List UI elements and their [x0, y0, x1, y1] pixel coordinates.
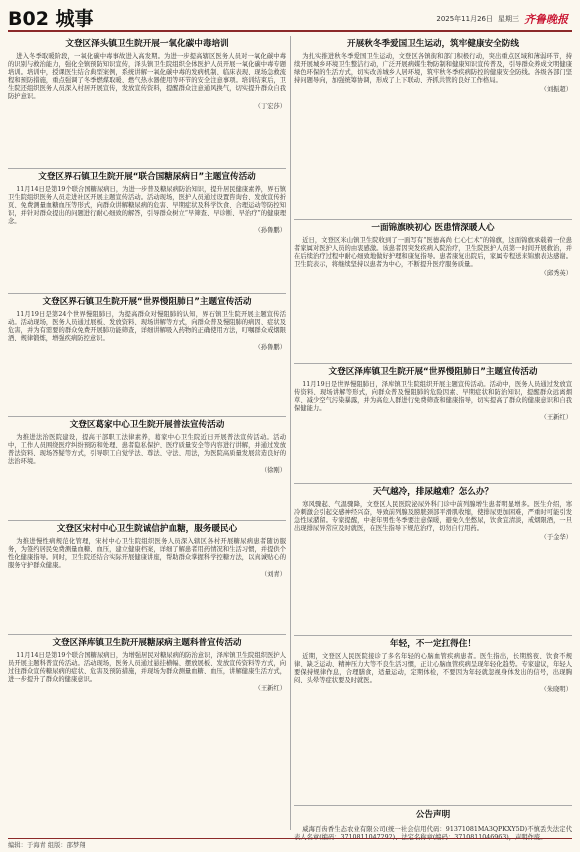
- article-byline: （丁宏莎）: [254, 102, 286, 110]
- article-byline: （徐刚）: [260, 467, 286, 475]
- article-byline: （王新红）: [254, 685, 286, 693]
- article-byline: （于金华）: [540, 534, 572, 542]
- article-divider: [8, 293, 286, 294]
- column-divider: [290, 36, 291, 830]
- article-title: 文登区泽头镇卫生院开展一氧化碳中毒培训: [65, 39, 229, 49]
- article-body: 寒风骤起、气温骤降，文登区人民医院泌尿外科门诊中前列腺增生患者明显增多。医生介绍，寒冷刺激会引起交感神经兴奋，导致前列腺及膀胱颈部平滑肌收缩，使排尿更加困难，严重时可能引发急性尿潴留。专家提醒，中老年男性冬季要注意保暖，避免久坐憋尿，饮食宜清淡，戒烟限酒，一旦出现排尿异常应及时就医，在医生指导下规范治疗，切勿自行用药。: [294, 501, 572, 533]
- page-header: [0, 0, 580, 30]
- article-autumn-hygiene-campaign: [294, 37, 572, 217]
- article-body: 11月14日是第19个联合国糖尿病日，为增强居民对糖尿病的防治意识，泽库镇卫生院组织医护人员开展主题科普宣传活动。活动现场，医务人员通过悬挂横幅、摆放展板、发放宣传资料等方式，向过往群众宣传糖尿病的症状、危害及预防措施，并现场为群众测量血糖、血压，讲解健康生活方式，进一步提升了群众的健康意识。: [8, 652, 286, 684]
- article-zeku-copd: [294, 365, 572, 481]
- article-quantou-co-training: [8, 37, 286, 166]
- article-zeku-diabetes: [8, 636, 286, 828]
- notice-title: 公告声明: [415, 810, 451, 820]
- article-divider: [294, 483, 572, 484]
- article-divider: [294, 219, 572, 220]
- article-title: 文登区葛家中心卫生院开展普法宣传活动: [69, 420, 225, 430]
- footer-rule: [8, 838, 572, 839]
- article-young-not-immune: [294, 637, 572, 803]
- article-byline: （刘振超）: [540, 86, 572, 94]
- article-jieshi-copd-day: [8, 295, 286, 415]
- article-byline: （孙鲁鹏）: [254, 344, 286, 352]
- article-jieshi-diabetes-day: [8, 170, 286, 292]
- newspaper-logo: 齐鲁晚报: [524, 13, 568, 26]
- article-gejia-law-campaign: [8, 418, 286, 518]
- header-rule: [8, 30, 572, 32]
- article-divider: [8, 168, 286, 169]
- article-divider: [294, 363, 572, 364]
- issue-weekday: 星期三: [498, 15, 519, 23]
- article-title: 开展秋冬季爱国卫生运动，筑牢健康安全防线: [347, 39, 519, 49]
- issue-date: 2025年11月26日: [436, 15, 493, 23]
- footer-editors: 编辑：于海青 组版：邵梦翔: [8, 842, 86, 849]
- article-body: 为扎实推进秋冬季爱国卫生运动，文登区各镇街和部门积极行动，突出重点区域和薄弱环节，持续开展城乡环境卫生整洁行动，广泛开展病媒生物防制和健康知识宣传普及，引导群众养成文明健康绿色环保的生活方式，切实改善城乡人居环境，筑牢秋冬季疾病防控的健康安全防线。各级各部门坚持问题导向，加强统筹协调，形成了上下联动、齐抓共管的良好工作格局。: [294, 53, 572, 85]
- article-body: 11月19日是第24个世界慢阻肺日，为提高群众对慢阻肺的认知，界石镇卫生院开展主题宣传活动。活动现场，医务人员通过展板、发放资料、现场讲解等方式，向群众普及慢阻肺的病因、症状及危害，并为有需要的群众免费开展肺功能筛查，详细讲解吸入药物的正确使用方法，叮嘱群众戒烟限酒、规律锻炼，增强疾病防控意识。: [8, 311, 286, 343]
- article-silk-banner: [294, 221, 572, 361]
- article-byline: （邱秀英）: [540, 270, 572, 278]
- article-title: 文登区泽库镇卫生院开展糖尿病主题科普宣传活动: [52, 638, 242, 648]
- article-body: 进入冬季取暖阶段，一氧化碳中毒事故进入高发期。为进一步提高辖区医务人员对一氧化碳中毒的识别与救治能力，强化全镇预防知识宣传，泽头镇卫生院组织全体医护人员开展一氧化碳中毒专题培训。培训中，授课医生结合典型案例，系统讲解一氧化碳中毒的发病机制、临床表现、现场急救流程和预防措施，重点强调了冬季燃煤取暖、燃气热水器使用等环节的安全注意事项。培训结束后，卫生院还组织医务人员深入村居开展宣传，发放宣传资料，提醒群众注意通风换气，切实提升群众自我防护意识。: [8, 53, 286, 101]
- article-title: 文登区界石镇卫生院开展“联合国糖尿病日”主题宣传活动: [38, 172, 256, 182]
- article-body: 为推进慢性病规范化管理，宋村中心卫生院组织医务人员深入辖区各村开展糖尿病患者随访服务，为签约居民免费测量血糖、血压，建立健康档案，详细了解患者用药情况和生活习惯，并提供个性化健康指导。同时，卫生院还结合实际开展健康讲座，帮助群众掌握科学控糖方法，以真诚贴心的服务守护群众健康。: [8, 538, 286, 570]
- article-title: 文登区界石镇卫生院开展“世界慢阻肺日”主题宣传活动: [42, 297, 252, 307]
- article-body: 近日，文登区米山镇卫生院收到了一面写有“医德高尚 仁心仁术”的锦旗，这面锦旗承载着一位患者家属对医护人员的由衷感激。该患者因突发疾病入院治疗，卫生院医护人员第一时间开展救治，并在后续治疗过程中耐心细致地做好护理和康复指导。患者康复出院后，家属专程送来锦旗表达感谢。卫生院表示，将继续坚持以患者为中心，不断提升医疗服务质量。: [294, 237, 572, 269]
- article-byline: （刘青）: [260, 571, 286, 579]
- article-title: 年轻，不一定扛得住！: [390, 639, 476, 649]
- article-cold-urination: [294, 485, 572, 633]
- article-songcun-blood-sugar: [8, 522, 286, 632]
- article-divider: [8, 416, 286, 417]
- article-title: 文登区泽库镇卫生院开展“世界慢阻肺日”主题宣传活动: [328, 367, 538, 377]
- article-divider: [8, 634, 286, 635]
- article-divider: [8, 520, 286, 521]
- notice-body: 威海百齿香生态农业有限公司(统一社会信用代码：91371081MA3QPKXY5D)不慎丢失法定代: [302, 826, 572, 833]
- article-title: 文登区宋村中心卫生院诚信护血糖，服务暖民心: [56, 524, 238, 534]
- article-body: 近期，文登区人民医院接诊了多名年轻的心脑血管疾病患者。医生指出，长期熬夜、饮食不规律、缺乏运动、精神压力大等不良生活习惯，正让心脑血管疾病呈现年轻化趋势。专家建议，年轻人要保持规律作息，合理膳食，适量运动，定期体检，不要因为年轻就忽视身体发出的信号，出现胸闷、头晕等症状要及时就医。: [294, 653, 572, 685]
- header-meta: [436, 11, 568, 27]
- article-title: 天气越冷，排尿越难？怎么办？: [372, 487, 494, 497]
- article-body: 为推进法治医院建设，提高干部职工法律素养，葛家中心卫生院近日开展普法宣传活动。活动中，工作人员围绕医疗纠纷预防和处理、患者隐私保护、医疗质量安全等内容进行讲解，并通过发放普法资料、现场答疑等方式，引导职工自觉学法、尊法、守法、用法，为医院高质量发展营造良好的法治环境。: [8, 434, 286, 466]
- article-title: 一面锦旗映初心 医患情深暖人心: [371, 223, 495, 233]
- article-body: 11月19日是世界慢阻肺日，泽库镇卫生院组织开展主题宣传活动。活动中，医务人员通过发放宣传资料、现场讲解等形式，向群众普及慢阻肺的危险因素、早期症状和防治知识，提醒群众远离烟草、减少空气污染暴露，并为高危人群进行免费筛查和健康指导，切实提高了群众的健康意识和自我保健能力。: [294, 381, 572, 413]
- article-divider: [294, 635, 572, 636]
- section-title: B02 城事: [8, 8, 94, 30]
- article-body: 11月14日是第19个联合国糖尿病日，为进一步普及糖尿病防治知识，提升居民健康素养，界石镇卫生院组织医务人员走进社区开展主题宣传活动。活动现场，医护人员通过设置咨询台、发放宣传折页、免费测量血糖血压等形式，向群众讲解糖尿病的危害、早期症状及科学饮食、合理运动等防控知识，并针对群众提出的问题进行耐心细致的解答，引导群众树立“早筛查、早诊断、早治疗”的健康理念。: [8, 186, 286, 226]
- article-byline: （孙鲁鹏）: [254, 227, 286, 235]
- article-byline: （王新红）: [540, 414, 572, 422]
- article-divider: [294, 805, 572, 806]
- article-byline: （朱晓明）: [540, 686, 572, 694]
